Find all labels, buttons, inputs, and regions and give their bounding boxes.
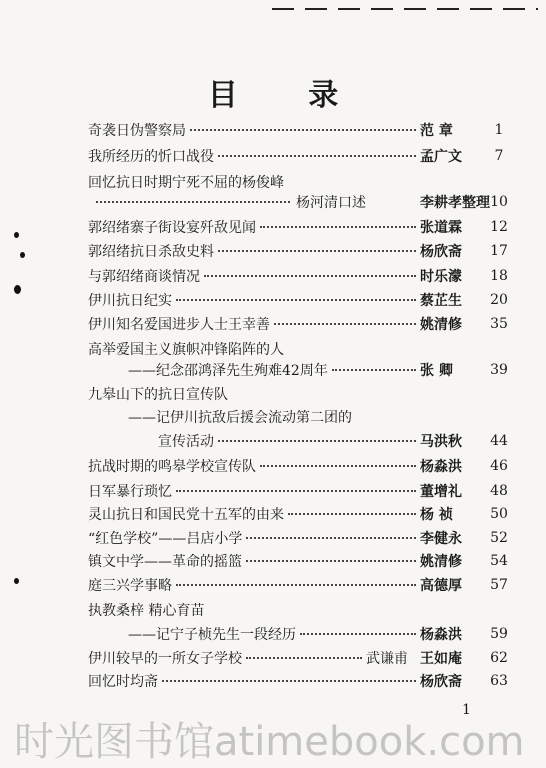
toc-entry [0, 404, 546, 430]
dot-leader [332, 369, 416, 371]
entry-author: 蔡芷生 [420, 293, 462, 309]
entry-title: 伊川抗日纪实 [88, 293, 172, 309]
toc-entry [0, 238, 546, 264]
entry-author: 张道霖 [420, 220, 462, 236]
entry-subtitle: 宣传活动 [158, 434, 214, 450]
dot-leader [260, 226, 416, 228]
entry-title: 郭绍绪寨子街设宴歼敌见闻 [88, 220, 256, 236]
entry-page-number: 35 [490, 316, 508, 332]
entry-author: 杨淼洪 [420, 459, 462, 475]
dot-leader [300, 633, 416, 635]
entry-author: 马洪秋 [420, 434, 462, 450]
dot-leader [162, 680, 416, 682]
entry-author: 时乐濛 [420, 269, 462, 285]
entry-title: 郭绍绪抗日杀敌史料 [88, 244, 214, 260]
toc-entry [0, 501, 546, 527]
dot-leader [246, 537, 416, 539]
toc-entry [0, 548, 546, 574]
toc-entry [0, 621, 546, 647]
entry-author: 杨 祯 [420, 507, 453, 523]
toc-entry [0, 357, 546, 383]
dot-leader [218, 250, 416, 252]
toc-entry [0, 117, 546, 143]
toc-entry [0, 428, 546, 454]
entry-author: 杨欣斋 [420, 674, 462, 690]
entry-page-number: 20 [490, 292, 508, 308]
entry-author: 张 卿 [420, 363, 453, 379]
entry-author: 高德厚 [420, 578, 462, 594]
entry-title: 与郭绍绪商谈情况 [88, 269, 200, 285]
entry-page-number: 12 [490, 219, 508, 235]
toc-entry [0, 189, 546, 215]
entry-page-number: 17 [490, 243, 508, 259]
entry-author: 杨淼洪 [420, 627, 462, 643]
entry-page-number: 50 [490, 506, 508, 522]
dot-leader [176, 490, 416, 492]
dot-leader [176, 299, 416, 301]
entry-page-number: 39 [490, 362, 508, 378]
dot-leader [218, 155, 416, 157]
entry-narrator: 武谦甫 [366, 651, 408, 667]
entry-author: 王如庵 [420, 651, 462, 667]
toc-entry [0, 453, 546, 479]
page-number: 1 [462, 702, 471, 718]
entry-author: 杨欣斋 [420, 244, 462, 260]
entry-author: 董增礼 [420, 484, 462, 500]
entry-narrator: 杨河清口述 [296, 195, 366, 211]
entry-title: 高举爱国主义旗帜冲锋陷阵的人 [88, 342, 284, 358]
entry-title: 日军暴行琐忆 [88, 484, 172, 500]
dot-leader [204, 275, 416, 277]
dot-leader [246, 657, 362, 659]
entry-page-number: 48 [490, 483, 508, 499]
entry-page-number: 7 [494, 148, 504, 164]
entry-author: 姚清修 [420, 554, 462, 570]
entry-title: 伊川知名爱国进步人士王幸善 [88, 317, 270, 333]
entry-title: 灵山抗日和国民党十五军的由来 [88, 507, 284, 523]
entry-page-number: 1 [494, 122, 504, 138]
toc-entry [0, 287, 546, 313]
entry-author: 李健永 [420, 531, 462, 547]
entry-title: 我所经历的忻口战役 [88, 149, 214, 165]
entry-title: 回忆抗日时期宁死不屈的杨俊峰 [88, 175, 284, 191]
entry-page-number: 54 [490, 553, 508, 569]
entry-title: “红色学校”——吕店小学 [88, 531, 243, 547]
dot-leader [190, 129, 416, 131]
entry-page-number: 52 [490, 530, 508, 546]
dot-leader [274, 323, 416, 325]
dot-leader [288, 513, 416, 515]
entry-page-number: 10 [490, 194, 508, 210]
entry-page-number: 62 [490, 650, 508, 666]
top-dashed-rule [272, 8, 538, 10]
entry-page-number: 57 [490, 577, 508, 593]
dot-leader [246, 560, 416, 562]
entry-page-number: 18 [490, 268, 508, 284]
entry-author: 范 章 [420, 123, 453, 139]
toc-entry [0, 668, 546, 694]
dot-leader [218, 440, 416, 442]
entry-title: 奇袭日伪警察局 [88, 123, 186, 139]
toc-entry [0, 311, 546, 337]
entry-subtitle: ——记伊川抗敌后援会流动第二团的 [128, 410, 352, 426]
entry-subtitle: ——记宁子桢先生一段经历 [128, 627, 296, 643]
entry-page-number: 63 [490, 673, 508, 689]
entry-page-number: 44 [490, 433, 508, 449]
toc-entry [0, 263, 546, 289]
page-title: 目 录 [207, 78, 369, 113]
entry-title: 镇文中学——革命的摇篮 [88, 554, 242, 570]
dot-leader [96, 201, 290, 203]
entry-title: 伊川较早的一所女子学校 [88, 651, 242, 667]
toc-entry [0, 143, 546, 169]
entry-author: 李耕孝整理 [420, 195, 490, 211]
entry-page-number: 59 [490, 626, 508, 642]
dot-leader [176, 584, 416, 586]
entry-author: 孟广文 [420, 149, 462, 165]
entry-author: 姚清修 [420, 317, 462, 333]
entry-title: 九皋山下的抗日宣传队 [88, 387, 228, 403]
toc-entry [0, 214, 546, 240]
watermark: 时光图书馆atimebook.com [14, 719, 525, 765]
entry-page-number: 46 [490, 458, 508, 474]
toc-entry [0, 597, 546, 623]
entry-title: 执教桑梓 精心育苗 [88, 603, 205, 619]
entry-subtitle: ——纪念邵鸿泽先生殉难42周年 [128, 363, 328, 379]
entry-title: 庭三兴学事略 [88, 578, 172, 594]
toc-entry [0, 572, 546, 598]
entry-title: 抗战时期的鸣皋学校宣传队 [88, 459, 256, 475]
entry-title: 回忆时均斋 [88, 674, 158, 690]
dot-leader [260, 465, 416, 467]
